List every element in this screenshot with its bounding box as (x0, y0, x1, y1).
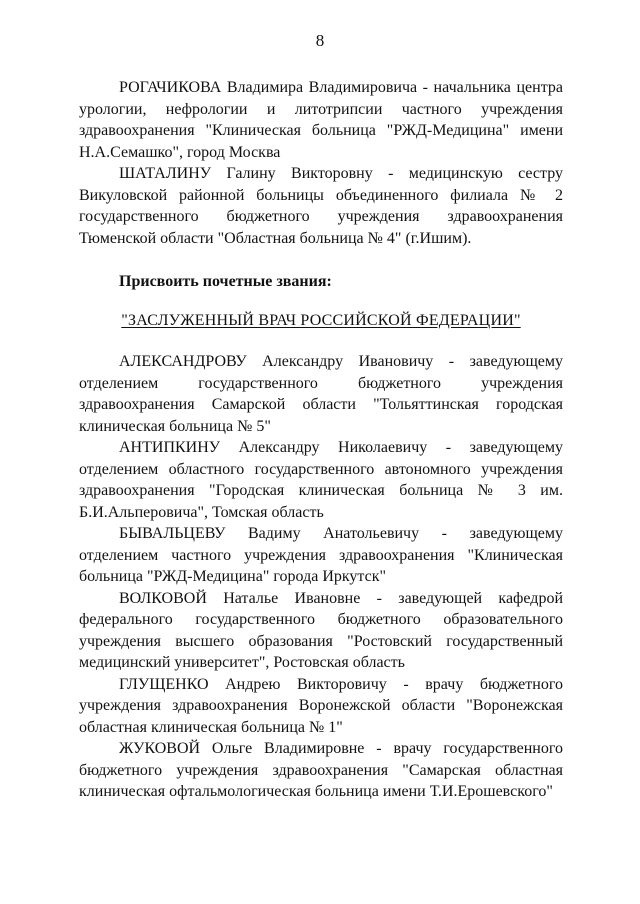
award-entry-shatalina: ШАТАЛИНУ Галину Викторовну - медицинскую сестру Викуловской районной больницы объединенного филиала № 2 государственного бюджетного учреждения здравоохранения Тюменской области "Областная больница № 4" (г.Ишим). (79, 165, 563, 247)
award-entry-byvaltsev: БЫВАЛЬЦЕВУ Вадиму Анатольевичу - заведующему отделением частного учреждения здравоохранения "Клиническая больница "РЖД-Медицина" города Иркутск" (79, 525, 563, 585)
award-entry-antipkin: АНТИПКИНУ Александру Николаевичу - заведующему отделением областного государственного автономного учреждения здравоохранения "Городская клиническая больница № 3 им. Б.И.Альперовича", Томская область (79, 439, 563, 521)
award-entry-glushchenko: ГЛУЩЕНКО Андрею Викторовичу - врачу бюджетного учреждения здравоохранения Воронежской области "Воронежская областная клиническая больница № 1" (79, 675, 563, 736)
award-entry-aleksandrov: АЛЕКСАНДРОВУ Александру Ивановичу - заведующему отделением государственного бюджетного учреждения здравоохранения Самарской области "Тольяттинская городская клиническая больница № 5" (79, 353, 563, 435)
award-entry-volkova: ВОЛКОВОЙ Наталье Ивановне - заведующей кафедрой федерального государственного бюджетного образовательного учреждения высшего образования "Ростовский государственный медицинский университет", Ростовская область (79, 589, 563, 671)
section-heading: Присвоить почетные звания: (119, 273, 332, 290)
page-number: 8 (315, 31, 325, 50)
honorary-title: "ЗАСЛУЖЕННЫЙ ВРАЧ РОССИЙСКОЙ ФЕДЕРАЦИИ" (121, 312, 521, 329)
honorary-title-block (79, 310, 563, 331)
award-entry-zhukova: ЖУКОВОЙ Ольге Владимировне - врачу государственного бюджетного учреждения здравоохранения "Самарская областная клиническая офтальмологическая больница имени Т.И.Ерошевского" (79, 740, 563, 800)
document-body (79, 77, 563, 803)
award-entry-rogachikov: РОГАЧИКОВА Владимира Владимировича - начальника центра урологии, нефрологии и литотрипсии частного учреждения здравоохранения "Клиническая больница "РЖД-Медицина" имени Н.А.Семашко", город Москва (79, 79, 563, 161)
title-spacing (79, 331, 563, 351)
